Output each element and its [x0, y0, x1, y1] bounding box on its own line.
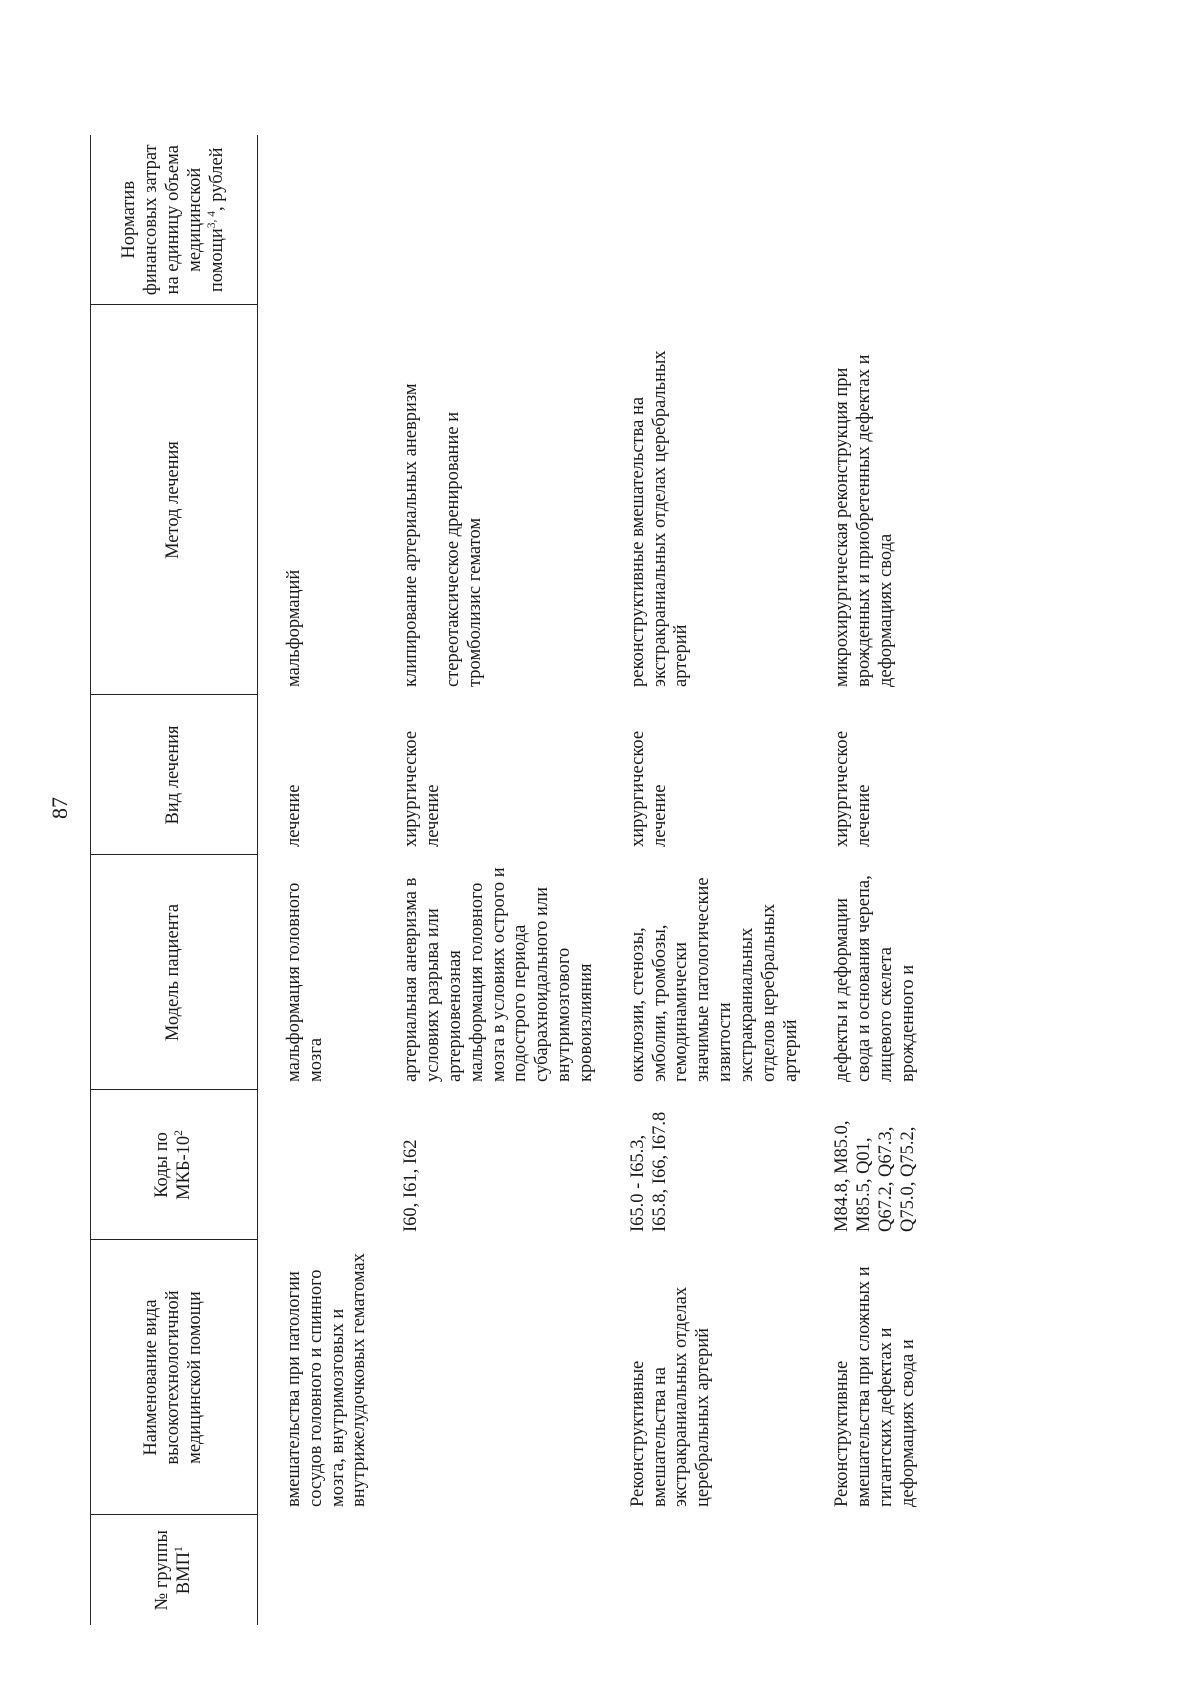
- cell-icd-codes: I60, I61, I62: [401, 1139, 422, 1232]
- cell-group-number: [258, 1515, 400, 1625]
- header-cost-standard: Норматив финансовых затрат на единицу объема медицинской помощи$^{3, 4}$, рублей: [91, 135, 258, 305]
- cell-cost: [626, 135, 831, 305]
- header-care-type-name: Наименование вида высокотехнологичной медицинской помощи: [91, 1240, 258, 1515]
- method-item: стереотаксическое дренирование и тромболизис гематом: [443, 411, 485, 687]
- method-item: реконструктивные вмешательства на экстракраниальных отделах церебральных артерий: [627, 350, 692, 687]
- header-patient-model: Модель пациента: [91, 855, 258, 1090]
- hmp-table: [90, 135, 948, 1625]
- rotated-table-container: [90, 135, 1090, 1625]
- cell-icd-codes: [258, 1090, 400, 1240]
- page-number-text: 87: [47, 797, 72, 819]
- cell-care-type-name: Реконструктивные вмешательства при сложных и гигантских дефектах и деформациях свода и: [832, 1266, 918, 1507]
- cell-care-type-name: вмешательства при патологии сосудов головного и спинного мозга, внутримозговых и внутрижелудочковых гематомах: [284, 1253, 370, 1507]
- table-row: [258, 135, 400, 1625]
- header-group-number: № группы ВМП$^1$: [91, 1515, 258, 1625]
- method-item: мальформаций: [284, 569, 304, 687]
- cell-patient-model: окклюзии, стенозы, эмболии, тромбозы, гемодинамически значимые патологические извитости экстракраниальных отделов церебральных артерий: [627, 877, 801, 1082]
- cell-patient-model: мальформация головного мозга: [284, 882, 326, 1082]
- cell-cost: [258, 135, 400, 305]
- method-item: микрохирургическая реконструкция при врожденных и приобретенных дефектах и деформациях свода: [832, 354, 897, 687]
- cell-patient-model: дефекты и деформации свода и основания черепа, лицевого скелета врожденного и: [832, 875, 918, 1082]
- cell-icd-codes: I65.0 - I65.3, I65.8, I66, I67.8: [627, 1111, 670, 1232]
- cell-treatment-method: [626, 305, 831, 695]
- table-row: [626, 135, 831, 1625]
- method-item: клипирование артериальных аневризм: [401, 383, 422, 687]
- header-icd-codes: Коды по МКБ-$10^2$: [91, 1090, 258, 1240]
- cell-treatment-method: [258, 305, 400, 695]
- header-treatment-type: Вид лечения: [91, 695, 258, 855]
- header-treatment-method: Метод лечения: [91, 305, 258, 695]
- cell-treatment-type: лечение: [284, 784, 304, 847]
- cell-icd-codes: M84.8, M85.0, M85.5, Q01, Q67.2, Q67.3, Q75.0, Q75.2,: [832, 1120, 918, 1232]
- cell-treatment-method: [399, 305, 625, 695]
- cell-cost: [830, 135, 947, 305]
- cell-care-type-name: Реконструктивные вмешательства на экстракраниальных отделах церебральных артерий: [627, 1286, 714, 1507]
- cell-treatment-type: хирургическое лечение: [832, 730, 875, 847]
- table-row: [830, 135, 947, 1625]
- cell-group-number: [830, 1515, 947, 1625]
- cell-treatment-type: хирургическое лечение: [627, 730, 670, 847]
- cell-treatment-type: хирургическое лечение: [401, 730, 444, 847]
- cell-care-type-name: [399, 1240, 625, 1515]
- cell-group-number: [626, 1515, 831, 1625]
- cell-treatment-method: [830, 305, 947, 695]
- cell-cost: [399, 135, 625, 305]
- header-row: [91, 135, 258, 1625]
- table-row: [399, 135, 625, 1625]
- cell-patient-model: артериальная аневризма в условиях разрыва или артериовенозная мальформация головного мозга в условиях острого и подострого периода субарахноидального или внутримозгового кровоизлияния: [401, 867, 596, 1082]
- cell-group-number: [399, 1515, 625, 1625]
